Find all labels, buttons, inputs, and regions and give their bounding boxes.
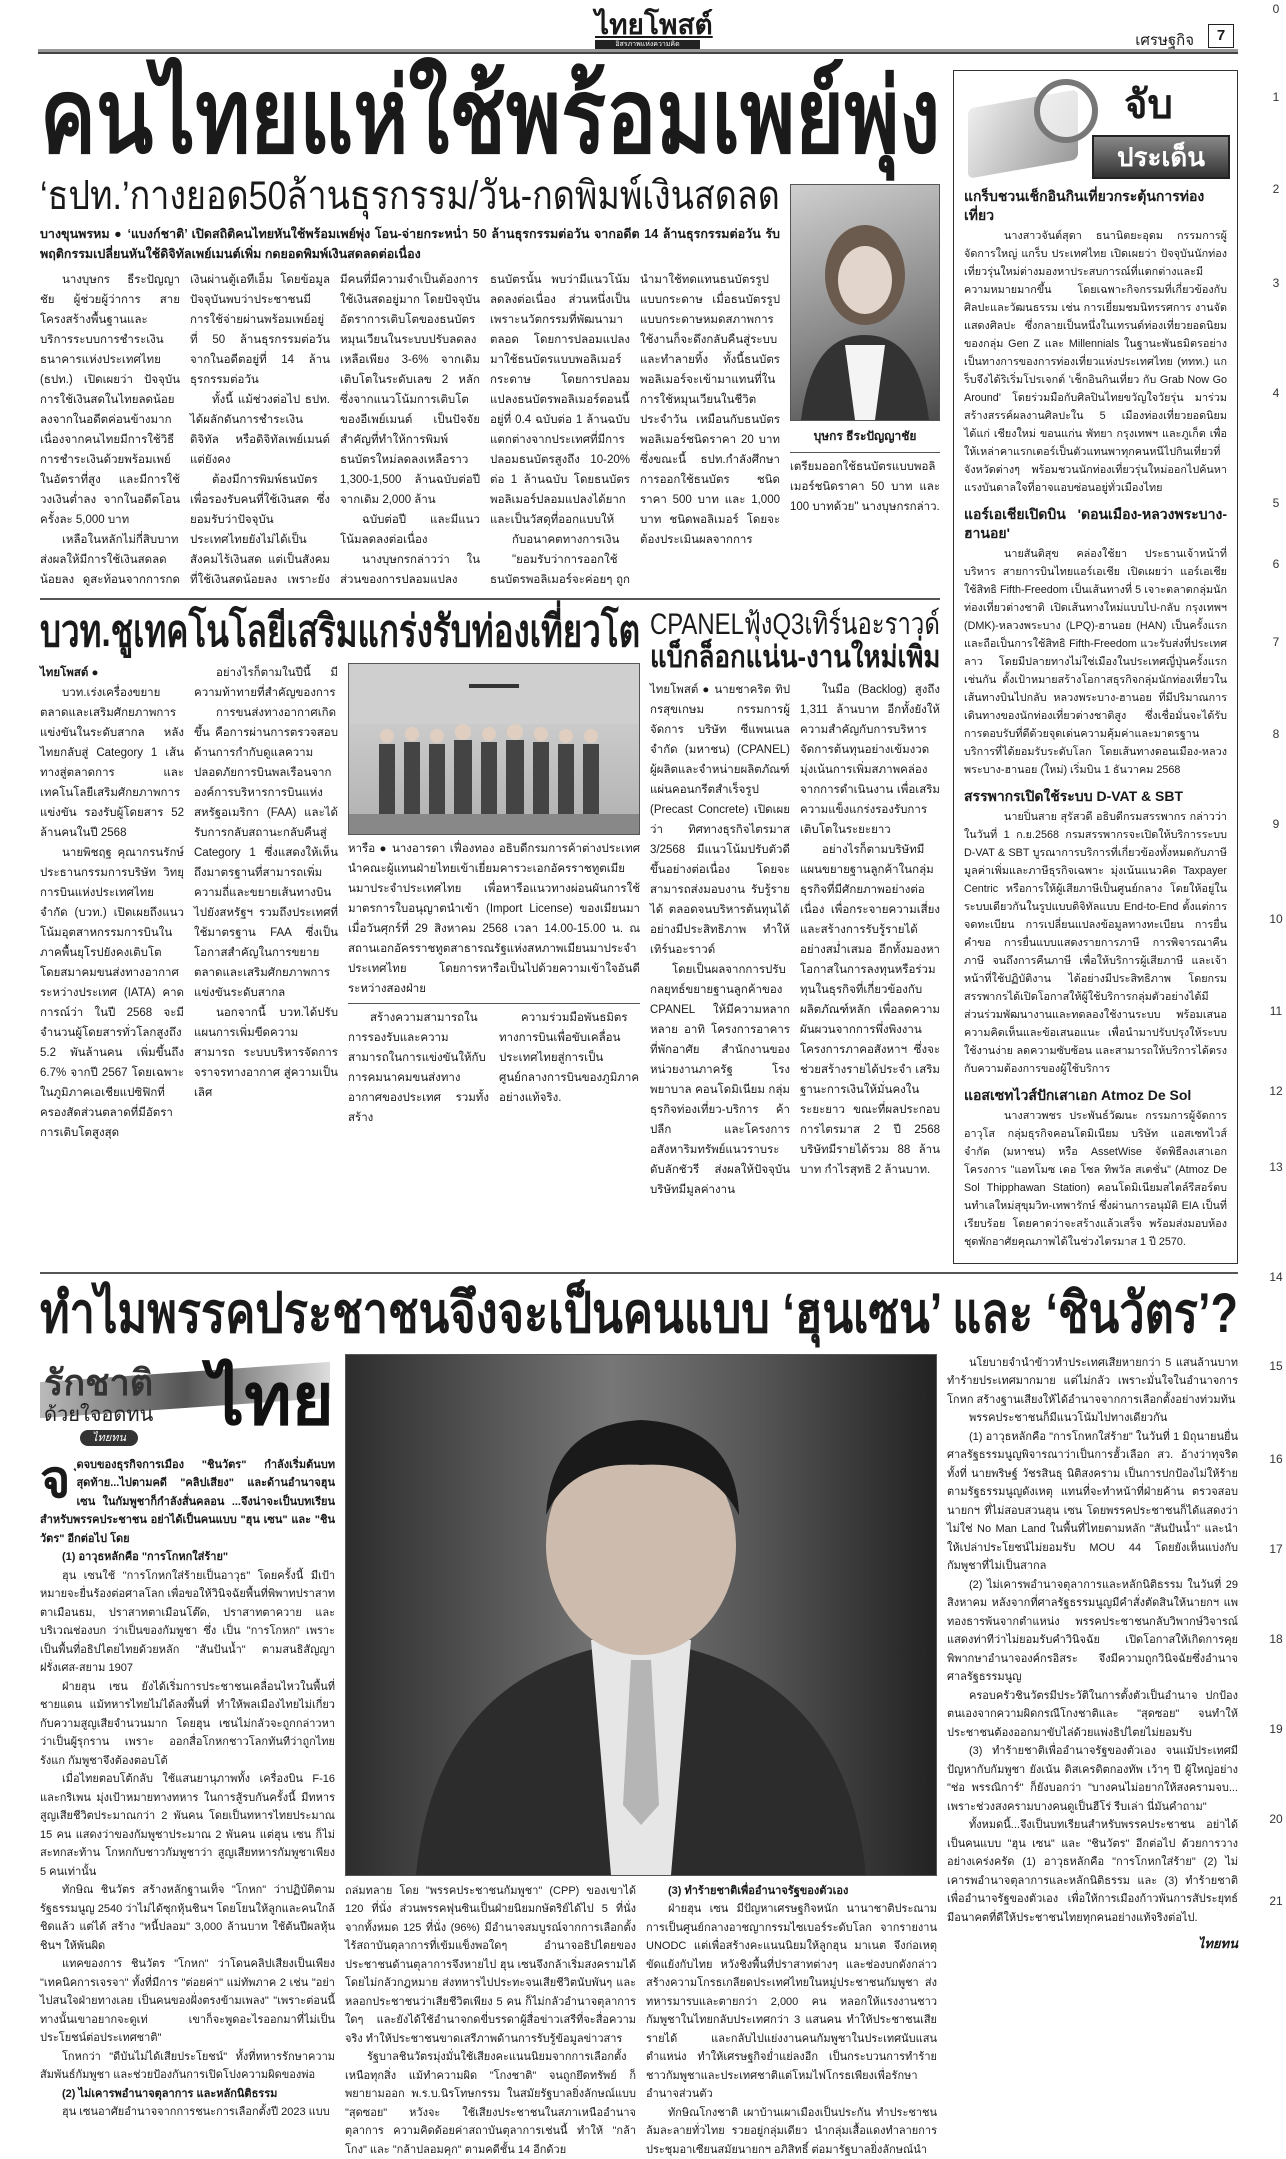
newspaper-name: ไทยโพสต์ (595, 9, 713, 40)
headline-line: CPANELฟุ้งQ3เทิร์นอะราวด์ (650, 608, 940, 642)
sidebar-item-title: แอสเซทไวส์ปักเสาเอก Atmoz De Sol (964, 1087, 1192, 1103)
main-headline-box (40, 60, 940, 174)
ruler-mark: 1 (1272, 90, 1280, 104)
story4-middle (345, 1354, 937, 2159)
newspaper-logo (595, 9, 713, 49)
page-number: 7 (1208, 24, 1234, 48)
paragraph: สร้างความสามารถในการรองรับและความสามารถในการแข่งขันให้กับการคมนาคมขนส่งทางอากาศของประเทศ รวมทั้งสร้าง (348, 1011, 489, 1124)
paragraph: เตรียมออกใช้ธนบัตรแบบพอลิเมอร์ชนิดราคา 50 บาท และ 100 บาทด้วย" นางบุษกรกล่าว. (790, 461, 940, 514)
story-column (790, 457, 940, 517)
main-column (40, 60, 940, 1200)
ruler-mark: 5 (1272, 496, 1280, 510)
page-content (40, 60, 1238, 2159)
story4 (40, 1354, 1238, 2159)
story4-right (947, 1354, 1238, 1955)
paragraph: (3) ทำร้ายชาติเพื่ออำนาจรัฐของตัวเอง จนแม้ประเทศมีปัญหากับกัมพูชา ยังเน้น ดิสเครดิตกองทัพ เว้าๆ ปี ผู้ใหญ่อย่าง "ช่อ พรรณิการ์" ก็ยังบอกว่า "บางคนไม่อยากให้สงครามจบ... เพราะช่วงสงครามบางคนดูเป็นฮีโร่ รีบเล่า นี่มันคำถาม" (947, 1745, 1238, 1813)
paragraph: นายพิชฤฐ คุณากรนรักษ์ ประธานกรรมการบริษัท วิทยุการบินแห่งประเทศไทย จำกัด (บวท.) เปิดเผยถึงแนวโน้มอุตสาหกรรมการบินในภาคพื้นยุโรปยังคงเติบโต โดยสมาคมขนส่งทางอากาศระหว่างประเทศ (IATA) คาดการณ์ว่า ในปี 2568 จะมีจำนวนผู้โดยสารทั่วโลกสูงถึง 5.2 พันล้านคน เพิ่มขึ้นถึง 6.7% จากปี 2567 โดยเฉพาะในภูมิภาคเอเชียแปซิฟิกที่ครองสัดส่วนตลาดที่มีอัตราการเติบโตสูงสุด (40, 846, 184, 1139)
subheading: (3) ทำร้ายชาติเพื่ออำนาจรัฐของตัวเอง (668, 1884, 849, 1897)
paragraph: นโยบายจำนำข้าวทำประเทศเสียหายกว่า 5 แสนล้านบาท ทำร้ายประเทศมากมาย แต่ไม่กลัว เพราะมั่นใจในอำนาจการโกหก สร้างฐานเสียงให้ได้อำนาจจากการเลือกตั้งอย่างท่วมท้น (947, 1356, 1238, 1406)
logo-text: ไทย (208, 1359, 334, 1440)
story-columns (650, 680, 940, 1200)
paragraph: นางบุษกร ธีระปัญญาชัย ผู้ช่วยผู้ว่าการ สายโครงสร้างพื้นฐานและบริการระบบการชำระเงิน ธนาคารแห่งประเทศไทย (ธปท.) เปิดเผยว่า ปัจจุบันการใช้เงินสดในไทยลดน้อยลงจากในอดีตค่อนข้างมาก เนื่องจากคนไทยมีการใช้วิธีการชำระเงินด้วยพร้อมเพย์ในอัตราที่สูง และมีการใช้วงเงินต่ำลง จากในอดีตโอนครั้งละ 5,000 บาท (40, 274, 180, 527)
story-headline-box (40, 608, 640, 656)
ruler-mark: 15 (1269, 1359, 1283, 1373)
columnist-name: ไทยทน (80, 1430, 138, 1446)
caption-text: หารือ ● นางอารดา เฟื่องทอง อธิบดีกรมการค้าต่างประเทศ นำคณะผู้แทนฝ่ายไทยเข้าเยี่ยมคารวะเอกอัครราชทูตเมียนมาประจำประเทศไทย เพื่อหารือแนวทางผ่อนผันการใช้มาตรการใบอนุญาตนำเข้า (Import License) ของเมียนมา เมื่อวันศุกร์ที่ 29 สิงหาคม 2568 เวลา 14.00-15.00 น. ณ สถานเอกอัครราชทูตสาธารณรัฐแห่งสหภาพเมียนมาประจำประเทศไทย โดยการหารือเป็นไปด้วยความเข้าใจอันดีระหว่างสองฝ่าย (348, 842, 640, 995)
main-headline: คนไทยแห่ใช้พร้อมเพย์พุ่ง (40, 59, 941, 175)
story-columns (40, 663, 338, 1143)
photo-caption (348, 839, 640, 999)
drop-cap: จ (40, 1450, 71, 1509)
story1 (40, 174, 940, 590)
divider (40, 1272, 1238, 1274)
ruler-mark: 20 (1269, 1812, 1283, 1826)
paragraph: ทักษิณ ชินวัตร สร้างหลักฐานเท็จ "โกหก" ว่าปฏิบัติตามรัฐธรรมนูญ 2540 ว่าไม่ได้ซุกหุ้นชินฯ โดยโยนให้ลูกและคนใกล้ชิดแล้ว แต่ได้ สร้าง "หนี้ปลอม" 3,000 ล้านบาท ใช้ต้นปีผลหุ้นชินฯ ให้พ้นผิด (40, 1884, 335, 1952)
top-section (40, 60, 1238, 1264)
section-label: เศรษฐกิจ (1135, 32, 1194, 49)
paragraph: เมื่อไทยตอบโต้กลับ ใช้แสนยานุภาพทั้ง เครื่องบิน F-16 และกริเพน มุ่งเป้าหมายทางทหาร ในการสู้รบกันครั้งนี้ มีทหารสูญเสียชีวิตประมาณกว่า 2 พันคน โดยเป็นทหารไทยประมาณ 15 คน แสดงว่าของกัมพูชาประมาณ 2 พันคน แต่ฮุน เซน ก็ไม่สะทกสะท้าน โกหกกับชาวกัมพูชาว่า สูญเสียทหารกัมพูชาเพียง 5 คนเท่านั้น (40, 1773, 335, 1878)
masthead-rule (38, 49, 1238, 54)
paragraph: อย่างไรก็ตามบริษัทมีแผนขยายฐานลูกค้าในกลุ่มธุรกิจที่มีศักยภาพอย่างต่อเนื่อง เพื่อกระจายความเสี่ยงและสร้างการรับรู้รายได้อย่างสม่ำเสมอ อีกทั้งมองหาโอกาสในการลงทุนหรือร่วมทุนในธุรกิจที่เกี่ยวข้องกับผลิตภัณฑ์หลัก เพื่อลดความผันผวนจากการพึ่งพิงงานโครงการภาคอสังหาฯ ซึ่งจะช่วยสร้างรายได้ประจำ เสริมฐานะการเงินให้มั่นคงในระยะยาว ขณะที่ผลประกอบการไตรมาส 2 ปี 2568 บริษัทมีรายได้รวม 88 ล้านบาท กำไรสุทธิ 2 ล้านบาท. (800, 844, 940, 1177)
ruler-mark: 6 (1272, 557, 1280, 571)
opinion-headline: ทำไมพรรคประชาชนจึงจะเป็นคนแบบ ‘ฮุนเซน’ และ ‘ชินวัตร’? (40, 1281, 1238, 1344)
paragraph: ไทยโพสต์ ● นายชาคริต ทิปกรสุขเกษม กรรมการผู้จัดการ บริษัท ซีแพนเนล จำกัด (มหาชน) (CPANEL) ผู้ผลิตและจำหน่ายผลิตภัณฑ์แผ่นคอนกรีตสำเร็จรูป (Precast Concrete) เปิดเผยว่า ทิศทางธุรกิจไตรมาส 3/2568 มีแนวโน้มปรับตัวดีขึ้นอย่างต่อเนื่อง โดยจะสามารถส่งมอบงาน รับรู้รายได้ ตลอดจนบริหารต้นทุนได้อย่างมีประสิทธิภาพ ทำให้เทิร์นอะราวด์ (650, 684, 790, 957)
story-headline-box (650, 608, 940, 641)
paragraph: ทั้งหมดนี้...จึงเป็นบทเรียนสำหรับพรรคประชาชน อย่าได้เป็นคนแบบ "ฮุน เซน" และ "ชินวัตร" อีกต่อไป ด้วยการวางอย่างเคร่งครัด (1) อาวุธหลักคือ "การโกหกใส่ร้าย" (2) ไม่เคารพอำนาจตุลาการและหลักนิติธรรม และ (3) ทำร้ายชาติเพื่ออำนาจรัฐของตัวเอง เพื่อให้การเมืองก้าวพ้นการสัประยุทธ์ มีอนาคตที่ดีให้ประชาชนไทยทุกคนอย่างแท้จริงต่อไป. (947, 1819, 1238, 1924)
sidebar-item-title: แอร์เอเชียเปิดบิน 'ดอนเมือง-หลวงพระบาง-ฮานอย' (964, 506, 1227, 541)
story-lead: บางขุนพรหม ● ‘แบงก์ชาติ’ เปิดสถิติคนไทยหันใช้พร้อมเพย์พุ่ง โอน-จ่ายกระหน่ำ 50 ล้านธุรกรรมต่อวัน จากอดีต 14 ล้านธุรกรรมต่อวัน รับพฤติกรรมเปลี่ยนหันใช้ดิจิทัลเพย์เมนต์เพิ่ม กดยอดพิมพ์เงินสดลดต่อเนื่อง (40, 227, 780, 262)
ruler-mark: 13 (1269, 1160, 1283, 1174)
paragraph: ความร่วมมือพันธมิตรทางการบินเพื่อขับเคลื่อนประเทศไทยสู่การเป็นศูนย์กลางการบินของภูมิภาคอย่างแท้จริง. (499, 1011, 640, 1104)
sub-headline-box (40, 174, 780, 218)
ruler-mark: 2 (1272, 182, 1280, 196)
person-portrait-icon (791, 185, 939, 420)
paragraph: เหลือในหลักไม่กี่สิบบาท ส่งผลให้มีการใช้เงินสดลดน้อยลง ดูสะท้อนจากการกดเงินผ่านตู้เอทีเอ็ม โดยข้อมูลปัจจุบันพบว่าประชาชนมีการใช้จ่ายผ่านพร้อมเพย์อยู่ที่ 50 ล้านธุรกรรมต่อวัน จากในอดีตอยู่ที่ 14 ล้านธุรกรรมต่อวัน (40, 274, 330, 587)
column-logo (40, 1354, 334, 1450)
paragraph: ทั้งนี้ แม้ช่วงต่อไป ธปท. ได้ผลักดันการชำระเงินดิจิทัล หรือดิจิทัลเพย์เมนต์ แต่ยังคง (190, 394, 330, 467)
story4-left (40, 1354, 335, 2122)
paragraph: (2) ไม่เคารพอำนาจตุลาการ และหลักนิติธรรม (62, 2087, 278, 2100)
logo-text: จับ (1124, 83, 1173, 127)
paragraph: โกหกว่า "ดีบันไม่ได้เสียประโยชน์" ทั้งที่ทหารรักษาความสัมพันธ์กัมพูชา และช่วยป้องกันการเปิดโปงความผิดของพ่อ (40, 2050, 335, 2082)
paragraph: แทคของการ ชินวัตร "โกหก" ว่าโดนคลิปเสียงเป็นเพียง "เทคนิคการเจรจา" ทั้งที่มีการ "ต่อยค่า" แม่ทัพภาค 2 เช่น "อย่าไปสนใจฝ่ายทางเลย เป็นคนของฝั่งตรงข้ามเพลง" "เพราะต่อนนี้ทางนั้นเขาอยากจะดูเท่ เขาก็จะพูดอะไรออกมาที่ไม่เป็นประโยชน์ต่อประเทศชาติ" (40, 1958, 335, 2045)
paragraph: "ยอมรับว่าการออกใช้ธนบัตรพอลิเมอร์จะค่อยๆ ถูกนำมาใช้ทดแทนธนบัตรรูปแบบกระดาษ เมื่อธนบัตรรูปแบบกระดาษหมดสภาพการใช้งานก็จะดึงกลับคืนสู่ระบบและทำลายทิ้ง ทั้งนี้ธนบัตรพอลิเมอร์จะเข้ามาแทนที่ในการใช้หมุนเวียนในชีวิตประจำวัน เหมือนกับธนบัตรพอลิเมอร์ชนิดราคา 20 บาท ซึ่งขณะนี้ ธปท.กำลังศึกษาการออกใช้ธนบัตร ชนิดราคา 500 บาท และ 1,000 บาท ชนิดพอลิเมอร์ โดยจะต้องประเมินผลจากการ (490, 274, 780, 587)
paragraph: พรรคประชาชนก็มีแนวโน้มไปทางเดียวกัน (969, 1412, 1168, 1425)
paragraph: (1) อาวุธหลักคือ "การโกหกใส่ร้าย" ในวันที่ 1 มิถุนายนยื่นศาลรัฐธรรมนูญพิจารณาว่าเป็นการฮั้วเลือก สว. อ้างว่าทุจริต ทั้งที่ นายพริษฐ์ วัชรสินธุ นิติสงคราม เป็นการปกป้องไม่ให้ร้ายตามรัฐธรรมนูญดังเหตุ แทนที่จะทำหน้าที่ฝ่ายค้าน ตรวจสอบนายกฯ ที่ไม่สอบสวนฮุน เซน โดยพรรคประชาชนก็ได้แสดงว่าไม่ใช่ No Man Land ในพื้นที่ไทยตามหลัก "สันปันน้ำ" และนำให้เปล่าประโยชน์ไม่ยอมรับ MOU 44 โดยยังเห็นแบ่งกับกัมพูชาที่ไม่เป็นสากล (947, 1430, 1238, 1573)
column-logo (964, 79, 1227, 179)
group-photo-icon (349, 664, 639, 834)
sidebar-item-body: นางสาวพชร ประพันธ์วัฒนะ กรรมการผู้จัดการอาวุโส กลุ่มธุรกิจคอนโดมิเนียม บริษัท แอสเซทไวส์ จำกัด (มหาชน) หรือ AssetWise จัดพิธีลงเสาเอกโครงการ "แอทโมซ เดอ โซล ทิพวัล สเตชั่น" (Atmoz De Sol Thipphawan Station) คอนโดมิเนียมสไตล์รีสอร์ตบนทำเลใหม่สุขุมวิท-เทพารักษ์ ซึ่งผ่านการอนุมัติ EIA เป็นที่เรียบร้อย โดยคาดว่าจะสร้างแล้วเสร็จ พร้อมส่งมอบห้องชุดพักอาศัยคุณภาพได้ในช่วงไตรมาส 1 ปี 2570. (964, 1110, 1227, 1248)
paragraph: นอกจากนี้ บวท.ได้ปรับแผนการเพิ่มขีดความสามารถ ระบบบริหารจัดการจราจรทางอากาศ สู่ความเป็นเลิศ (194, 1006, 338, 1099)
divider (790, 452, 940, 453)
paragraph: ครอบครัวชินวัตรมีประวัติในการตั้งตัวเป็นอำนาจ ปกป้องตนเองจากความผิดกรณีโกงชาติและ "สุดซอย" จนทำให้ประชาชนต้องออกมาขับไล่ด้วยแพ่งธิปไตยไม่ยอมรับ (947, 1689, 1238, 1739)
story-columns (348, 1008, 640, 1128)
politician-photo (345, 1354, 937, 1876)
ruler-mark: 12 (1269, 1084, 1283, 1098)
paragraph: อย่างไรก็ตามในปีนี้ มีความท้าทายที่สำคัญของการ (194, 666, 338, 699)
photo-block (348, 663, 640, 1128)
sub-headline: ‘ธปท.’กางยอด50ล้านธุรกรรม/วัน-กดพิมพ์เงินสดลด (40, 174, 780, 219)
paragraph: ในมือ (Backlog) สูงถึง 1,311 ล้านบาท อีกทั้งยังให้ความสำคัญกับการบริหารจัดการต้นทุนอย่างเข้มงวด มุ่งเน้นการเพิ่มสภาพคล่องจากการดำเนินงาน เพื่อเสริมความแข็งแกร่งรองรับการเติบโตในระยะยาว (800, 684, 940, 837)
sidebar-item-body: นางสาวจันต์สุดา ธนานิตยะอุดม กรรมการผู้จัดการใหญ่ แกร็บ ประเทศไทย เปิดเผยว่า ปัจจุบันนักท่องเที่ยวรุ่นใหม่ต่างมองหาประสบการณ์ที่แตกต่างและมีความหมายมากขึ้น โดยเฉพาะกิจกรรมที่เกี่ยวข้องกับศิลปะและวัฒนธรรม เช่น การเยี่ยมชมนิทรรศการ งานจัดแสดงศิลปะ ซึ่งกลายเป็นหนึ่งในเทรนด์ท่องเที่ยวยอดนิยมของกลุ่ม Gen Z และ Millennials ในฐานะพันธมิตรอย่างเป็นทางการของการท่องเที่ยวแห่งประเทศไทย (ททท.) แกร็บจึงได้ริเริ่มโปรเจกต์ 'เช็กอินกินเที่ยว กับ Grab Now Go Around' โดยร่วมมือกับศิลปินไทยขวัญใจวัยรุ่น มาร่วมสร้างสรรค์ผลงานศิลปะใน 5 เมืองท่องเที่ยวยอดนิยม ได้แก่ เชียงใหม่ ขอนแก่น พัทยา กรุงเทพฯ และภูเก็ต เพื่อให้เหล่าคาแรกเตอร์เป็นตัวแทนพาทุกคนหนีไปกินเที่ยวที่จังหวัดต่างๆ พร้อมชวนนักท่องเที่ยวรุ่นใหม่ออกไปค้นหาแรงบันดาลใจที่อาจแอบซ่อนอยู่ทั่วเมืองไทย (964, 230, 1227, 494)
paragraph: กับอนาคตทางการเงิน (512, 534, 620, 547)
story-headline: บวท.ชูเทคโนโลยีเสริมแกร่งรับท่องเที่ยวโต (40, 607, 641, 657)
magnifier-icon (1034, 79, 1098, 143)
ruler-mark: 7 (1272, 635, 1280, 649)
paragraph: ฮุน เซนใช้ "การโกหกใส่ร้ายเป็นอาวุธ" โดยครั้งนี้ มีเป้าหมายจะยื่นร้องต่อศาลโลก เพื่อขอให้วินิจฉัยพื้นที่พิพาทปราสาทตาเมือนธม, ปราสาทตาเมือนโต๊ด, ปราสาทตาควาย และบริเวณช่องบก ว่าเป็นของกัมพูชา ซึ่ง เป็น "การโกหก" เพราะเป็นพื้นที่อธิปไตยไทยด้วยหลัก "สันปันน้ำ" ตามสนธิสัญญาฝรั่งเศส-สยาม 1907 (40, 1569, 335, 1675)
kicker: ไทยโพสต์ ● (40, 666, 99, 679)
logo-text: ประเด็น (1092, 135, 1230, 179)
ruler-mark: 19 (1269, 1722, 1283, 1736)
story-column (345, 1882, 636, 2159)
paragraph: ฉบับต่อปี และมีแนวโน้มลดลงต่อเนื่อง (340, 514, 480, 547)
paragraph: (1) อาวุธหลักคือ "การโกหกใส่ร้าย" (62, 1551, 229, 1564)
headline-line: แบ็กล็อกแน่น-งานใหม่เพิ่ม (650, 641, 941, 675)
story-columns (40, 270, 780, 590)
ruler-mark: 11 (1269, 1004, 1283, 1018)
portrait-column (790, 174, 940, 517)
ruler-mark: 8 (1272, 727, 1280, 741)
meeting-photo (348, 663, 640, 835)
paragraph: นางบุษกรกล่าวว่า ในส่วนของการปลอมแปลงธนบัตรนั้น พบว่ามีแนวโน้มลดลงต่อเนื่อง ส่วนหนึ่งเป็นเพราะนวัตกรรมที่พัฒนามาตลอด โดยการปลอมแปลงมาใช้ธนบัตรแบบพอลิเมอร์ กระดาษ โดยการปลอมแปลงธนบัตรพอลิเมอร์ตอนนี้อยู่ที่ 0.4 ฉบับต่อ 1 ล้านฉบับ แตกต่างจากประเทศที่มีการปลอมธนบัตรสูงถึง 10-20% ต่อ 1 ล้านฉบับ โดยธนบัตรพอลิเมอร์ปลอมแปลงได้ยาก และเป็นวัสดุที่ออกแบบให้ (340, 274, 630, 587)
ruler-mark: 21 (1269, 1894, 1283, 1908)
ruler-mark: 16 (1269, 1452, 1283, 1466)
paragraph: การขนส่งทางอากาศเกิดขึ้น คือการผ่านการตรวจสอบด้านการกำกับดูแลความปลอดภัยการบินพลเรือนจากองค์การบริหารการบินแห่งสหรัฐอเมริกา (FAA) และได้รับการกลับสถานะกลับคืนสู่ Category 1 ซึ่งแสดงให้เห็นถึงมาตรฐานที่สามารถเพิ่มความถี่และขยายเส้นทางบินไปยังสหรัฐฯ รวมถึงประเทศที่ใช้มาตรฐาน FAA ซึ่งเป็นโอกาสสำคัญในการขยายตลาดและเสริมศักยภาพการแข่งขันระดับสากล (194, 706, 338, 999)
paragraph: ถล่มทลาย โดย "พรรคประชาชนกัมพูชา" (CPP) ของเขาได้ 120 ที่นั่ง ส่วนพรรคฟุนซินเป็นฝ่ายนิยมกษัตริย์ได้ไป 5 ที่นั่ง จากทั้งหมด 125 ที่นั่ง (96%) มีอำนาจสมบูรณ์จากการเลือกตั้ง ไร้สถาบันตุลาการที่เข้มแข็งพอใดๆ อำนาจอธิปไตยของประชาชนด้านตุลาการจึงหายไป ฮุน เซนจึงกล้าเริ่มสงครามได้โดยไม่กลัวกฎหมาย ส่งทหารไปประทะจนเสียชีวิตนับพันๆ และหลอกประชาชนว่าเสียชีวิตเพียง 5 คน ก็ไม่กลัวอำนาจตุลาการใดๆ และยังได้ใช้อำนาจกดขี่บรรดาผู้สื่อข่าวเสรีที่จะสื่อความจริง ทำให้ประชาชนขาดเสรีภาพด้านการรับรู้ข้อมูลข่าวสาร (345, 1884, 636, 2045)
logo-text: รักชาติ (44, 1361, 154, 1403)
story-column (947, 1354, 1238, 1928)
story2 (40, 608, 640, 1142)
sidebar-items (964, 187, 1227, 1251)
story4-middle-text (345, 1882, 937, 2159)
paragraph: ุดจบของธุรกิจการเมือง "ชินวัตร" กำลังเริ่มต้นบทสุดท้าย...ไปตามคดี "คลิปเสียง" และด้านอำนาจฮุน เซน ในกัมพูชาก็กำลังสั่นคลอน ...จึงน่าจะเป็นบทเรียนสำหรับพรรคประชาชน อย่าได้เป็นคนแบบ "ฮุน เซน" และ "ชินวัตร" อีกต่อไป โดย (40, 1458, 335, 1545)
ruler-mark: 18 (1269, 1632, 1283, 1646)
ruler-mark: 0 (1272, 2, 1280, 16)
paragraphs (40, 1548, 335, 2122)
paragraph: รัฐบาลชินวัตรมุ่งมั่นใช้เสียงคะแนนนิยมจากการเลือกตั้งเหนือทุกสิ่ง แม้ทำความผิด "โกงชาติ" จนถูกยึดทรัพย์ ก็พยายามออก พ.ร.บ.นิรโทษกรรม ในสมัยรัฐบาลยิ่งลักษณ์แบบ "สุดซอย" หวังจะ ใช้เสียงประชาชนในสภาเหนืออำนาจตุลาการ ความคิดด้อยค่าสถาบันตุลาการเช่นนี้ ทำให้ "กล้าโกง" และ "กล้าปลอมคุก" ตามคดีชั้น 14 อีกด้วย (345, 2051, 636, 2156)
story-headline-box (650, 641, 940, 674)
paragraph: ฮุน เซนอาศัยอำนาจจากการชนะการเลือกตั้งปี 2023 แบบ (62, 2106, 330, 2119)
columnist-signature: ไทยทน (1197, 1936, 1238, 1952)
paragraph: ต้องมีการพิมพ์ธนบัตรเพื่อรองรับคนที่ใช้เงินสด ซึ่งยอมรับว่าปัจจุบันประเทศไทยยังไม่ได้เป็นสังคมไร้เงินสด แต่เป็นสังคมที่ใช้เงินสดน้อยลง เพราะยังมีคนที่มีความจำเป็นต้องการใช้เงินสดอยู่มาก โดยปัจจุบันอัตราการเติบโตของธนบัตรหมุนเวียนในระบบปรับลดลงเหลือเพียง 3-6% จากเดิมเติบโตในระดับเลข 2 หลัก ซึ่งจากแนวโน้มการเติบโตของอีเพย์เมนต์ เป็นปัจจัยสำคัญที่ทำให้การพิมพ์ธนบัตรใหม่ลดลงเหลือราว 1,300-1,500 ล้านฉบับต่อปี จากเดิม 2,000 ล้าน (190, 274, 480, 587)
portrait-photo (790, 184, 940, 421)
paragraph: บวท.เร่งเครื่องขยายตลาดและเสริมศักยภาพการแข่งขันในระดับสากล หลังไทยกลับสู่ Category 1 เส้นทางสู่ตลาดการ และเทคโนโลยีเสริมศักยภาพการแข่งขัน รองรับผู้โดยสาร 52 ล้านคนในปี 2568 (40, 686, 184, 839)
ruler-mark: 3 (1272, 276, 1280, 290)
sidebar-item-title: แกร็บชวนเช็กอินกินเที่ยวกระตุ้นการท่องเที่ยว (964, 188, 1205, 223)
story1-text (40, 174, 780, 590)
ruler-mark: 9 (1272, 817, 1280, 831)
person-photo-icon (346, 1355, 936, 1875)
sidebar-item-body: นายสันติสุข คล่องใช้ยา ประธานเจ้าหน้าที่บริหาร สายการบินไทยแอร์เอเชีย เปิดเผยว่า แอร์เอเชียใช้สิทธิ Fifth-Freedom เป็นเส้นทางที่ 5 เจาะตลาดกลุ่มนักท่องเที่ยวต่างชาติ เปิดเส้นทางใหม่แบบไป-กลับ กรุงเทพฯ (DMK)-หลวงพระบาง (LPQ)-ฮานอย (HAN) เป็นครั้งแรก และถือเป็นการใช้สิทธิ Fifth-Freedom แวะรับส่งที่ประเทศลาว โดยมีปลายทางไม่ใช่เมืองในประเทศญี่ปุ่นครั้งแรกเช่นกัน ตั้งเป้าหมายสร้างโอกาสธุรกิจกลุ่มนักท่องเที่ยวในเส้นทางบินไปกลับ หลวงพระบาง-ฮานอย ที่มีปริมาณการเดินทางของนักท่องเที่ยวต่างชาติสูง ซึ่งเชื่อมั่นจะได้รับการตอบรับที่ดีด้วยจุดเด่นความคุ้มค่าและมาตรฐานบริการที่ได้ยอมรับระดับโลก โดยเส้นทางดอนเมือง-หลวงพระบาง-ฮานอย (ใหม่) เริ่มบิน 1 ธันวาคม 2568 (964, 548, 1227, 776)
story-column (646, 1882, 937, 2159)
story3 (650, 608, 940, 1200)
portrait-caption: บุษกร ธีระปัญญาชัย (813, 429, 917, 444)
ruler-mark: 17 (1269, 1542, 1283, 1556)
newspaper-tagline: อิสรภาพแห่งความคิด (595, 40, 700, 49)
paragraph: (2) ไม่เคารพอำนาจตุลาการและหลักนิติธรรม ในวันที่ 29 สิงหาคม หลังจากที่ศาลรัฐธรรมนูญมีคำสั่งตัดสินให้นายกฯ แพทองธารพ้นจากตำแหน่ง พรรคประชาชนกลับวิพากษ์วิจารณ์ แสดงท่าทีว่าไม่ยอมรับคำวินิจฉัย เปิดโอกาสให้เกิดการคุยพิพากษาอำนาจองค์กรอิสระ จึงมีความถูกวินิจฉัยซึ่งอำนาจศาลรัฐธรรมนูญ (947, 1578, 1238, 1684)
paragraph: ฝ่ายฮุน เซน ยังได้เริ่มการประชาชนเคลื่อนไหวในพื้นที่ชายแดน แม้ทหารไทยไม่ได้ลงพื้นที่ ทำให้พลเมืองไทยไม่เกี่ยวกับความสูญเสียจำนวนมาก โดยฮุน เซนไม่กลัวจะถูกกล่าวหาว่าเป็นผู้รุกราน เพราะ ออกสื่อโกหกชาวโลกทันทีว่าถูกไทยรังแก กัมพูชาจึงต้องตอบโต้ (40, 1680, 335, 1767)
story-column (40, 1450, 335, 2122)
paragraph: โดยเป็นผลจากการปรับกลยุทธ์ขยายฐานลูกค้าของ CPANEL ให้มีความหลากหลาย อาทิ โครงการอาคารที่พักอาศัย สำนักงานของหน่วยงานภาครัฐ โรงพยาบาล คอนโดมิเนียม กลุ่มธุรกิจท่องเที่ยว-บริการ ค้าปลีก และโครงการอสังหาริมทรัพย์แนวราบระดับลักชัวรี ส่งผลให้ปัจจุบันบริษัทมีมูลค่างาน (650, 964, 790, 1197)
divider (40, 598, 940, 600)
sidebar-item-body: นายปิ่นสาย สุรัสวดี อธิบดีกรมสรรพากร กล่าวว่า ในวันที่ 1 ก.ย.2568 กรมสรรพากรจะเปิดให้บริการระบบ D-VAT & SBT บูรณาการบริการที่เกี่ยวข้องทั้งหมดกับภาษีมูลค่าเพิ่มและภาษีธุรกิจเฉพาะ มุ่งเน้นแนวคิด Taxpayer Centric หรือการให้ผู้เสียภาษีเป็นศูนย์กลาง โดยให้อยู่ในระบบเดียวกันในรูปแบบดิจิทัลแบบ End-to-End ตั้งแต่การจดทะเบียน การเปลี่ยนแปลงข้อมูลทางทะเบียน การยื่นคำขอ การยื่นแบบแสดงรายการภาษี การพิจารณาคืนภาษี จนถึงการคืนภาษี เพื่อให้บริการผู้เสียภาษี และเจ้าหน้าที่ใช้ปฏิบัติงาน ได้อย่างมีประสิทธิภาพ โดยกรมสรรพากรได้เปิดโอกาสให้ผู้ใช้บริการกลุ่มตัวอย่างได้มีส่วนร่วมพัฒนางานและทดลองใช้งานระบบ พร้อมเสนอความคิดเห็นและข้อเสนอแนะ เพื่อนำมาปรับปรุงให้ระบบใช้งานง่าย ลดความซับซ้อน และสามารถให้บริการได้ตรงกับความต้องการของผู้ใช้บริการ (964, 811, 1227, 1075)
opinion-headline-box (40, 1282, 1238, 1344)
logo-text: ด้วยใจอดทน (44, 1403, 154, 1426)
story2-3 (40, 608, 940, 1200)
ruler-mark: 10 (1269, 912, 1283, 926)
paragraph: ฝ่ายฮุน เซน มีปัญหาเศรษฐกิจหนัก นานาชาติประณามการเป็นศูนย์กลางอาชญากรรมไซเบอร์ระดับโลก จากรายงาน UNODC แต่เพื่อสร้างคะแนนนิยมให้ลูกฮุน มาเนต จึงก่อเหตุขัดแย้งกับไทย หวังชิงพื้นที่ปราสาทต่างๆ และช่องบกดังกล่าว สร้างความโกรธเกลียดประเทศไทยในหมู่ประชาชนกัมพูชา ส่งทหารมารบและตายกว่า 2,000 คน หลอกให้แรงงานชาวกัมพูชาในไทยกลับประเทศกว่า 3 แสนคน ทำให้ประชาชนเสียรายได้ และกลับไปแย่งงานคนกัมพูชาในประเทศนับแสนตำแหน่ง ทำให้เศรษฐกิจย่ำแย่ลงอีก เป็นกระบวนการทำร้ายชาวกัมพูชาและประเทศชาติแต่โหมไฟโกรธเพียงเพื่อรักษาอำนาจส่วนตัว (646, 1903, 937, 2101)
sidebar-item-title: สรรพากรเปิดใช้ระบบ D-VAT & SBT (964, 788, 1184, 804)
story2-body (40, 663, 640, 1143)
paragraph: ทักษิณโกงชาติ เผาบ้านเผาเมืองเป็นประกัน ทำประชาชนล้มละลายทั่วไทย รวยอยู่กลุ่มเดียว นำกลุ่มเสื้อแดงทำลายการประชุมอาเซียนสมัยนายกฯ อภิสิทธิ์ ต่อมารัฐบาลยิ่งลักษณ์นำ (646, 2106, 937, 2156)
ruler-mark: 4 (1272, 386, 1280, 400)
ruler-mark: 14 (1269, 1270, 1283, 1284)
divider (348, 1003, 640, 1004)
sidebar-box (953, 70, 1238, 1264)
